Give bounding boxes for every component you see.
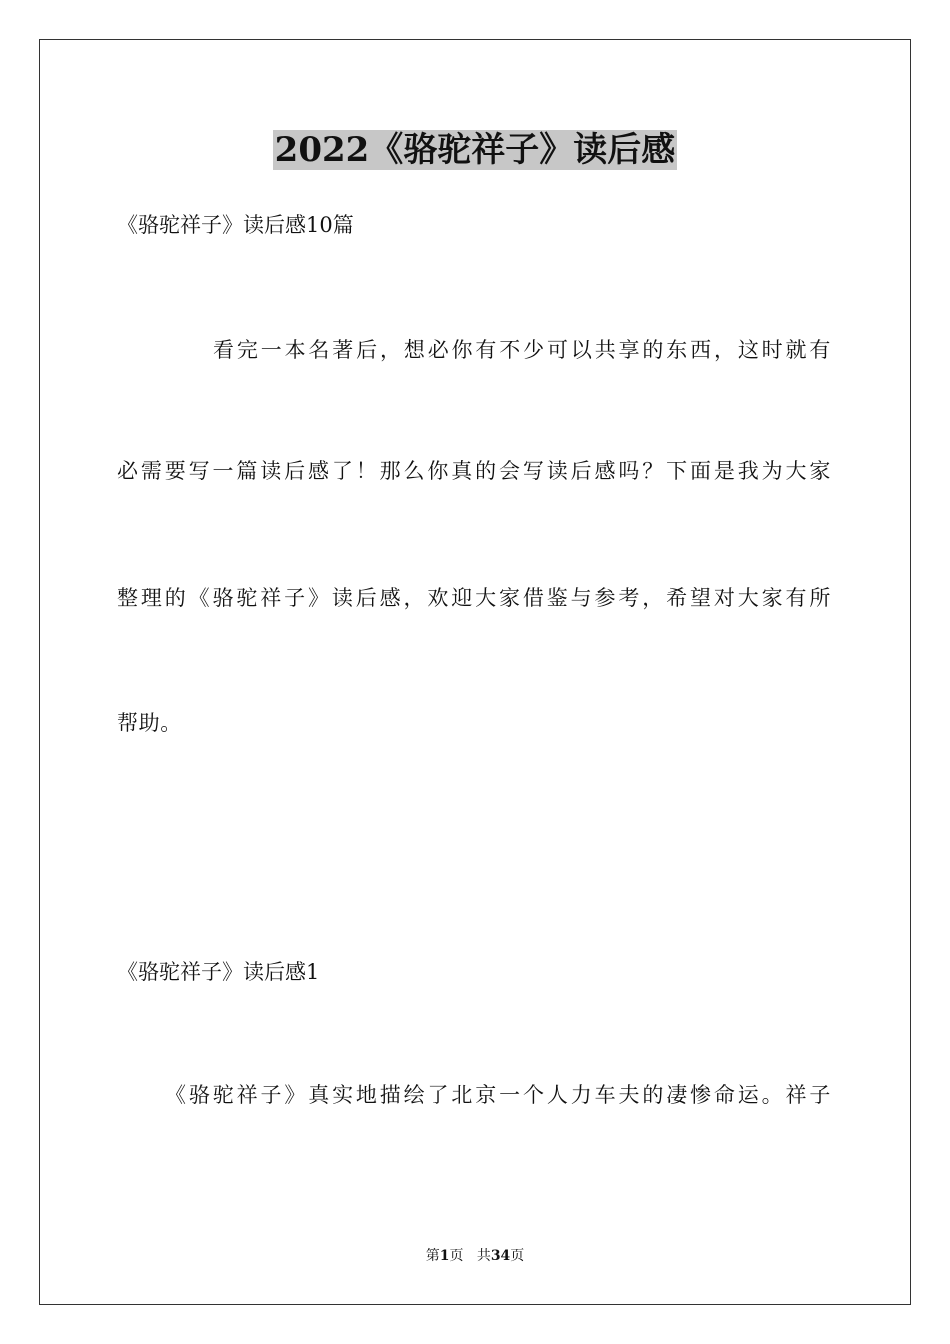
footer-page-prefix: 第 (425, 1248, 440, 1264)
document-title (0, 126, 950, 174)
footer-page-number: 1 (439, 1248, 450, 1264)
intro-line-4: 帮助。 (117, 711, 182, 735)
page-footer (0, 1246, 950, 1266)
section-line-1: 《骆驼祥子》真实地描绘了北京一个人力车夫的凄惨命运。祥子 (165, 1083, 831, 1107)
intro-line-1: 看完一本名著后，想必你有不少可以共享的东西，这时就有 (213, 338, 831, 362)
footer-page-suffix: 页 (449, 1248, 464, 1264)
footer-total-suffix: 页 (510, 1248, 525, 1264)
document-subtitle: 《骆驼祥子》读后感10篇 (117, 213, 354, 237)
document-title-text: 2022《骆驼祥子》读后感 (274, 130, 676, 170)
footer-total-prefix: 共 (476, 1248, 491, 1264)
footer-total-pages: 34 (490, 1248, 511, 1264)
intro-line-2: 必需要写一篇读后感了！那么你真的会写读后感吗？下面是我为大家 (117, 459, 831, 483)
section-heading: 《骆驼祥子》读后感1 (117, 960, 320, 984)
intro-line-3: 整理的《骆驼祥子》读后感，欢迎大家借鉴与参考，希望对大家有所 (117, 586, 831, 610)
